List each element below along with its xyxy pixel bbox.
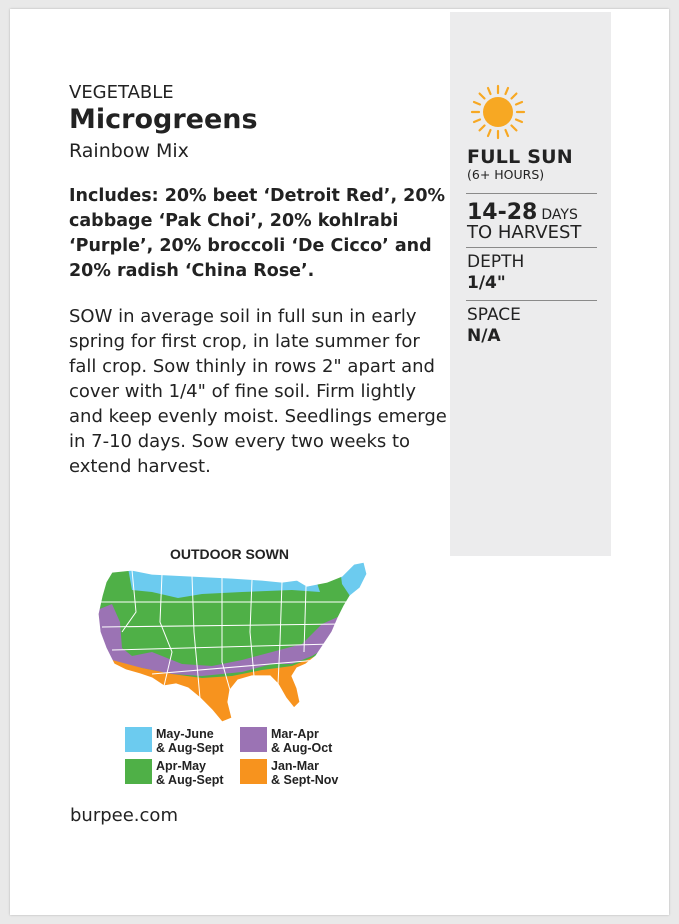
category-label: VEGETABLE <box>69 82 174 103</box>
divider <box>466 247 597 248</box>
divider <box>466 300 597 301</box>
legend-line: Apr-May <box>156 759 207 773</box>
depth-value: 1/4" <box>467 273 506 293</box>
legend-line: May-June <box>156 727 214 741</box>
legend-line: & Aug-Oct <box>271 741 333 755</box>
legend-line: & Aug-Sept <box>156 773 224 787</box>
legend-line: & Aug-Sept <box>156 741 224 755</box>
legend-swatch-blue <box>125 727 152 752</box>
legend-line: Mar-Apr <box>271 727 319 741</box>
includes-text: Includes: 20% beet ‘Detroit Red’, 20% cabbage ‘Pak Choi’, 20% kohlrabi ‘Purple’, 20% broccoli ‘De Cicco’ and 20% radish ‘China Rose’. <box>69 186 446 281</box>
depth-label: DEPTH <box>467 252 525 272</box>
legend-label <box>271 727 332 755</box>
product-title: Microgreens <box>69 104 258 135</box>
legend-swatch-green <box>125 759 152 784</box>
website-link[interactable]: burpee.com <box>70 805 178 826</box>
days-unit: DAYS <box>541 207 578 223</box>
legend-swatch-purple <box>240 727 267 752</box>
sun-hours: (6+ HOURS) <box>467 167 545 182</box>
days-range: 14-28 <box>467 200 538 225</box>
legend-label <box>156 727 224 755</box>
legend-line: Jan-Mar <box>271 759 319 773</box>
divider <box>466 193 597 194</box>
product-subtitle: Rainbow Mix <box>69 140 189 162</box>
sun-icon <box>470 84 526 140</box>
usa-planting-zone-map <box>92 552 392 732</box>
space-value: N/A <box>467 326 501 346</box>
legend-line: & Sept-Nov <box>271 773 339 787</box>
legend-label <box>271 759 338 787</box>
legend-swatch-orange <box>240 759 267 784</box>
legend-label <box>156 759 224 787</box>
sun-requirement: FULL SUN <box>467 146 573 168</box>
map-title: OUTDOOR SOWN <box>170 546 289 562</box>
space-label: SPACE <box>467 305 521 325</box>
sowing-instructions: SOW in average soil in full sun in early spring for first crop, in late summer for fall crop. Sow thinly in rows 2" apart and cover with 1/4" of fine soil. Firm lightly and keep evenly moist. Seedlings emerge in 7-10 days. Sow every two weeks to extend harvest. <box>69 306 447 477</box>
harvest-label: TO HARVEST <box>467 222 582 243</box>
